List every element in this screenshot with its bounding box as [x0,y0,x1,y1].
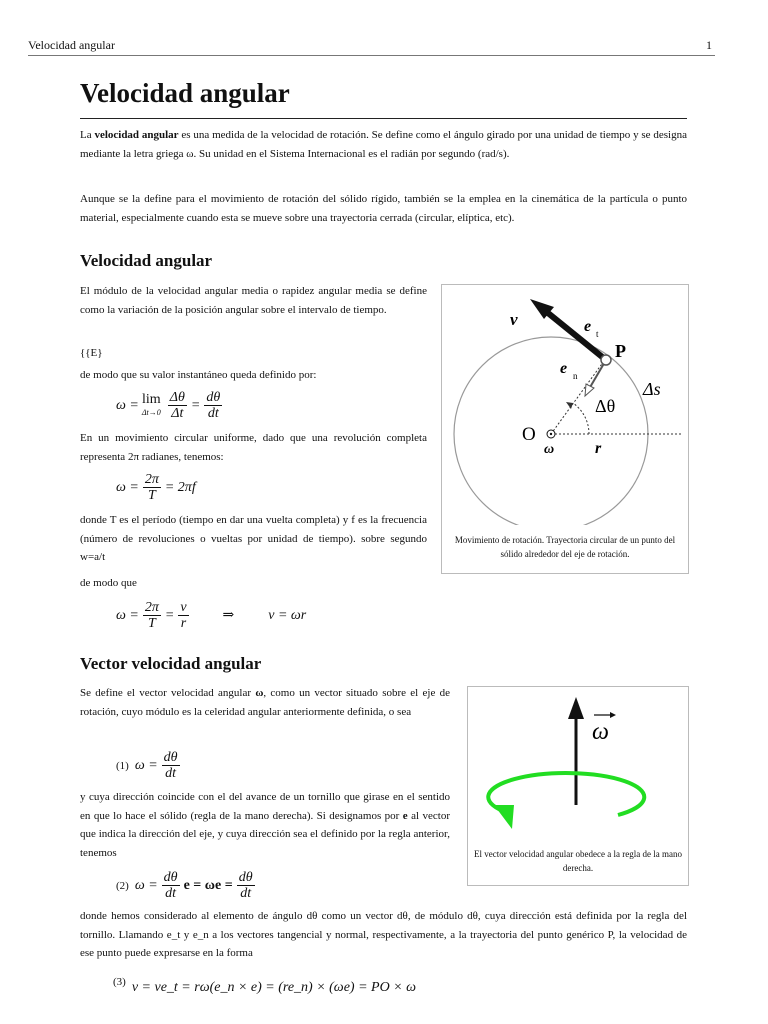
label-delta-s: Δs [643,379,661,399]
figure-right-hand-rule [467,686,689,886]
equation-3: (3) v = ve_t = rω(e_n × e) = (re_n) × (ωe) = PO × ω [113,976,417,995]
label-P: P [615,341,626,361]
label-en-sub: n [573,371,578,381]
page-number: 1 [706,38,712,52]
section2-paragraph-1: Se define el vector velocidad angular ω, como un vector situado sobre el eje de rotación, cuyo módulo es la celeridad angular anteriormente definida, o sea [80,687,450,718]
label-omega: ω [544,442,555,457]
section1-paragraph-5: donde T es el período (tiempo en dar una vuelta completa) y f es la frecuencia (número de revoluciones o vueltas por unidad de tiempo). sobre segundo w=a/t [80,514,427,563]
intro-paragraph-1: La velocidad angular es una medida de la velocidad de rotación. Se define como el ángulo girado por una unidad de tiempo y se designa mediante la letra griega ω. Su unidad en el Sistema Internacional es el radián por segundo (rad/s). [80,129,687,160]
section1-paragraph-1: El módulo de la velocidad angular media o rapidez angular media se define como la variación de la posición angular sobre el intervalo de tiempo. [80,285,427,316]
section1-paragraph-4: En un movimiento circular uniforme, dado que una revolución completa representa 2π radianes, tenemos: [80,432,427,463]
equation-uniform-omega: ω = $\frac{2\pi}{T}$ = 2πf [116,472,196,503]
page-title: Velocidad angular [80,78,290,108]
equation-instantaneous-omega: ω = lim Δt→0 $\frac{\Delta\theta}{\Delta t}$ = $\frac{d\theta}{dt}$ [116,390,221,421]
figure-2-caption: El vector velocidad angular obedece a la regla de la mano derecha. [474,849,682,873]
label-en: e [560,360,568,377]
equation-v-omega-r: ω = $\frac{2\pi}{T}$ = $\frac{v}{r}$ ⇒ v = ωr [116,600,307,631]
label-delta-theta: Δθ [595,396,616,416]
intro-paragraph-2: Aunque se la define para el movimiento de rotación del sólido rígido, también se la emplea en la cinemática de la partícula o punto material, especialmente cuando esta se mueve sobre una trayectoria cerrada (circular, elíptica, etc). [80,193,687,224]
figure-1-caption: Movimiento de rotación. Trayectoria circular de un punto del sólido alrededor del eje de rotación. [454,535,676,559]
section1-paragraph-3: de modo que su valor instantáneo queda definido por: [80,369,317,381]
figure-rotation-motion [441,284,689,574]
omega-vector-label: ω [592,719,609,745]
rotation-diagram [442,285,688,525]
label-et: e [584,318,592,335]
section-heading-velocidad-angular: Velocidad angular [80,251,213,270]
running-title: Velocidad angular [28,38,115,52]
section1-paragraph-2: {{E} [80,347,103,359]
header-divider [28,55,715,56]
section-heading-vector-velocidad-angular: Vector velocidad angular [80,654,262,673]
label-et-sub: t [596,329,599,339]
label-O: O [522,424,536,445]
label-r: r [595,440,602,457]
label-v: v [510,310,518,329]
equation-1: (1) ω = $\frac{d\theta}{dt}$ [116,750,178,781]
section2-paragraph-2: y cuya dirección coincide con el del avance de un tornillo que girase en el sentido en que lo hace el sólido (regla de la mano derecha). Si designamos por e al vector que indica la dirección del eje, y cuya dirección sea el definido por la regla anterior, tenemos [80,791,450,859]
equation-2: (2) ω = $\frac{d\theta}{dt}$ e = ωe = $\frac{d\theta}{dt}$ [116,870,253,901]
section2-paragraph-3: donde hemos considerado al elemento de ángulo dθ como un vector dθ, de módulo dθ, cuya dirección está definida por la regla del tornillo. Llamando e_t y e_n a los vectores tangencial y normal, respectivamente, a la trayectoria del punto genérico P, la velocidad de ese punto puede expresarse en la forma [80,910,687,959]
angular-velocity-diagram [468,687,688,837]
title-divider [80,118,687,119]
section1-paragraph-6: de modo que [80,577,137,589]
